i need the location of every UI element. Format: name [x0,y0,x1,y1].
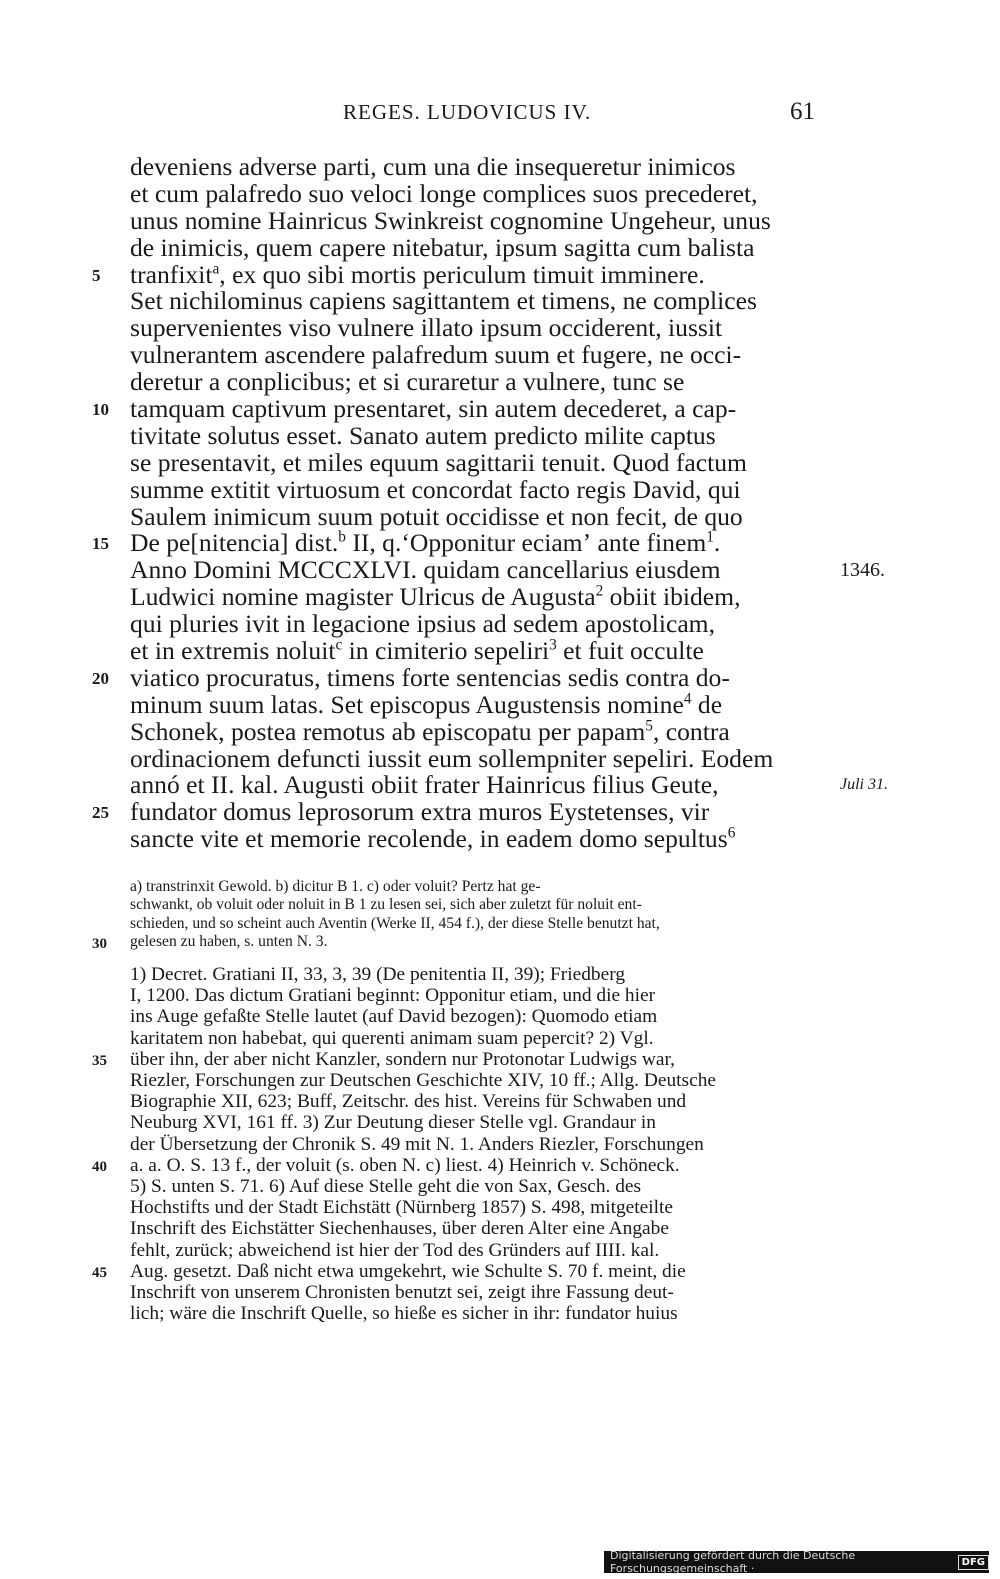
line-text: et cum palafredo suo veloci longe complices suos precederet, [130,178,758,208]
line-text: 5) S. unten S. 71. 6) Auf diese Stelle geht die von Sax, Gesch. des [130,1176,642,1198]
line-text: a. a. O. S. 13 f., der voluit (s. oben N. c) liest. 4) Heinrich v. Schöneck. [130,1154,680,1176]
line-text: minum suum latas. Set episcopus Augustensis nomine [130,689,684,719]
line-text: viatico procuratus, timens forte sentencias sedis contra do- [130,662,730,692]
line-text: I, 1200. Das dictum Gratiani beginnt: Opponitur etiam, und die hier [130,985,656,1007]
apparatus-line [130,896,830,914]
line-text-cont: et fuit occulte [556,636,704,666]
line-text: Saulem inimicum suum potuit occidisse et non fecit, de quo [130,501,743,531]
text-line [130,315,830,342]
line-number: 20 [92,668,109,688]
line-text: tranfixit [130,259,213,289]
footnotes [92,964,830,1325]
text-line [130,154,830,181]
critical-apparatus [92,878,830,953]
line-number: 15 [92,534,109,554]
line-text: schieden, und so scheint auch Aventin (Werke II, 454 f.), der diese Stelle benutzt hat, [130,914,660,932]
line-text: Neuburg XVI, 161 ff. 3) Zur Deutung dieser Stelle vgl. Grandaur in [130,1112,656,1134]
line-text: De pe[nitencia] dist. [130,528,339,558]
line-text: Riezler, Forschungen zur Deutschen Geschichte XIV, 10 ff.; Allg. Deutsche [130,1070,716,1092]
footnote-mark: a [212,260,220,278]
footnote-line [130,1282,830,1303]
digitization-credit [604,1551,989,1573]
text-line [130,826,830,853]
line-text: karitatem non habebat, qui querenti animam suam pepercit? 2) Vgl. [130,1027,654,1049]
line-text: vulnerantem ascendere palafredum suum et fugere, ne occi- [130,340,742,370]
text-line [130,205,830,235]
text-line [130,342,830,369]
line-number: 45 [92,1264,107,1281]
footnote-line [130,1240,830,1261]
line-number: 5 [92,265,101,285]
footnote-mark: 1 [706,528,714,546]
footnote-line [130,1091,830,1112]
text-line [130,447,830,477]
line-text: sancte vite et memorie recolende, in eadem domo sepultus [130,824,728,854]
line-text: summe extitit virtuosum et concordat facto regis David, qui [130,474,741,504]
running-title: REGES. LUDOVICUS IV. [343,100,592,124]
footnote-line [130,985,830,1006]
text-line [130,178,830,208]
text-line [92,528,830,558]
footnote-line [130,1176,830,1197]
line-number: 40 [92,1158,107,1175]
footnote-line [130,1112,830,1133]
footnote-line [130,964,830,985]
line-text: schwankt, ob voluit oder noluit in B 1 zu lesen sei, sich aber zuletzt für noluit ent- [130,896,642,914]
text-line [92,797,830,827]
footnote-line [92,1260,830,1282]
line-number: 30 [92,936,107,953]
line-text: deretur a conplicibus; et si curaretur a vulnere, tunc se [130,367,685,397]
text-line [130,638,830,665]
footnote-line [130,1303,830,1324]
line-text-cont: . [713,528,721,558]
line-text: et in extremis noluit [130,636,336,666]
text-line [92,259,830,289]
text-line [130,555,885,585]
text-line [130,288,830,315]
line-text: ordinacionem defuncti iussit eum sollempniter sepeliri. Eodem [130,743,774,773]
margin-year: 1346. [840,559,885,582]
text-line [130,369,830,396]
text-line [130,584,830,611]
line-text: deveniens adverse parti, cum una die insequeretur inimicos [130,152,736,181]
line-text: lich; wäre die Inschrift Quelle, so hieße es sicher in ihr: fundator huius [130,1303,678,1325]
line-text-cont: , ex quo sibi mortis periculum timuit imminere. [219,259,705,289]
text-line [130,611,830,638]
line-text: Schonek, postea remotus ab episcopatu per papam [130,716,646,746]
line-text: unus nomine Hainricus Swinkreist cognomine Ungeheur, unus [130,205,771,235]
line-text-cont: obiit ibidem, [603,582,741,612]
text-line [130,770,888,800]
line-text: de inimicis, quem capere nitebatur, ipsum sagitta cum balista [130,232,755,262]
line-number: 25 [92,803,109,823]
line-text: fundator domus leprosorum extra muros Eystetenses, vir [130,797,710,827]
line-text: se presentavit, et miles equum sagittarii tenuit. Quod factum [130,447,747,477]
line-text: ins Auge gefaßte Stelle lautet (auf David bezogen): Quomodo etiam [130,1006,658,1028]
line-text: Aug. gesetzt. Daß nicht etwa umgekehrt, wie Schulte S. 70 f. meint, die [130,1260,686,1282]
footnote-line [130,1197,830,1218]
line-number: 35 [92,1052,107,1069]
page-header [0,98,1000,132]
footnote-mark: 4 [683,690,692,708]
text-line [130,501,830,531]
line-text: supervenientes viso vulnere illato ipsum occiderent, iussit [130,313,723,343]
line-text: a) transtrinxit Gewold. b) dicitur B 1. c) oder voluit? Pertz hat ge- [130,878,541,895]
text-line [130,716,830,746]
line-text: Hochstifts und der Stadt Eichstätt (Nürnberg 1857) S. 498, mitgeteilte [130,1197,674,1219]
footnote-line [130,1134,830,1155]
footnote-mark: 6 [727,824,736,842]
footnote-line [130,1028,830,1049]
dfg-logo: DFG [958,1555,989,1570]
line-text: Biographie XII, 623; Buff, Zeitschr. des hist. Vereins für Schwaben und [130,1091,687,1113]
footnote-line [92,1154,830,1176]
line-text-cont: de [691,689,723,719]
line-text: annó et II. kal. Augusti obiit frater Hainricus filius Geute, [130,770,719,800]
credit-text: Digitalisierung gefördert durch die Deutsche Forschungsgemeinschaft · [610,1549,856,1575]
line-text: Inschrift von unserem Chronisten benutzt sei, zeigt ihre Fassung deut- [130,1282,674,1304]
line-text: gelesen zu haben, s. unten N. 3. [130,933,328,951]
footnote-mark: 5 [645,717,653,735]
text-line [92,394,830,424]
line-text-cont: in cimiterio sepeliri [342,636,550,666]
text-line [130,689,830,719]
footnote-mark: c [335,636,343,654]
margin-date: Juli 31. [840,776,888,794]
line-number: 10 [92,400,109,420]
line-text: fehlt, zurück; abweichend ist hier der Tod des Gründers auf IIII. kal. [130,1239,660,1261]
footnote-mark: 3 [549,636,557,654]
text-line [130,420,830,450]
text-line [130,232,830,262]
line-text: Inschrift des Eichstätter Siechenhauses, über deren Alter eine Angabe [130,1218,669,1240]
text-line [92,662,830,692]
footnote-line [130,1006,830,1027]
footnote-mark: b [338,528,346,546]
line-text: 1) Decret. Gratiani II, 33, 3, 39 (De penitentia II, 39); Friedberg [130,964,626,985]
page-number: 61 [790,98,815,125]
footnote-line [130,1070,830,1091]
line-text: Ludwici nomine magister Ulricus de Augusta [130,582,596,612]
line-text-cont: , contra [652,716,730,746]
apparatus-line [92,933,830,953]
footnote-line [92,1048,830,1070]
text-line [130,474,830,504]
line-text: Set nichilominus capiens sagittantem et timens, ne complices [130,286,757,316]
line-text: Anno Domini MCCCXLVI. quidam cancellarius eiusdem [130,555,721,585]
line-text: tamquam captivum presentaret, sin autem decederet, a cap- [130,394,737,424]
text-line [130,743,830,773]
footnote-line [130,1218,830,1239]
line-text: über ihn, der aber nicht Kanzler, sondern nur Protonotar Ludwigs war, [130,1048,675,1070]
line-text: qui pluries ivit in legacione ipsius ad sedem apostolicam, [130,609,715,639]
footnote-mark: 2 [595,582,604,600]
line-text-cont: II, q.ʻOpponitur eciamʼ ante finem [345,528,707,558]
main-text [92,152,888,854]
line-text: tivitate solutus esset. Sanato autem predicto milite captus [130,420,716,450]
apparatus-line [130,878,830,896]
line-text: der Übersetzung der Chronik S. 49 mit N. 1. Anders Riezler, Forschungen [130,1133,704,1155]
apparatus-line [130,915,830,933]
